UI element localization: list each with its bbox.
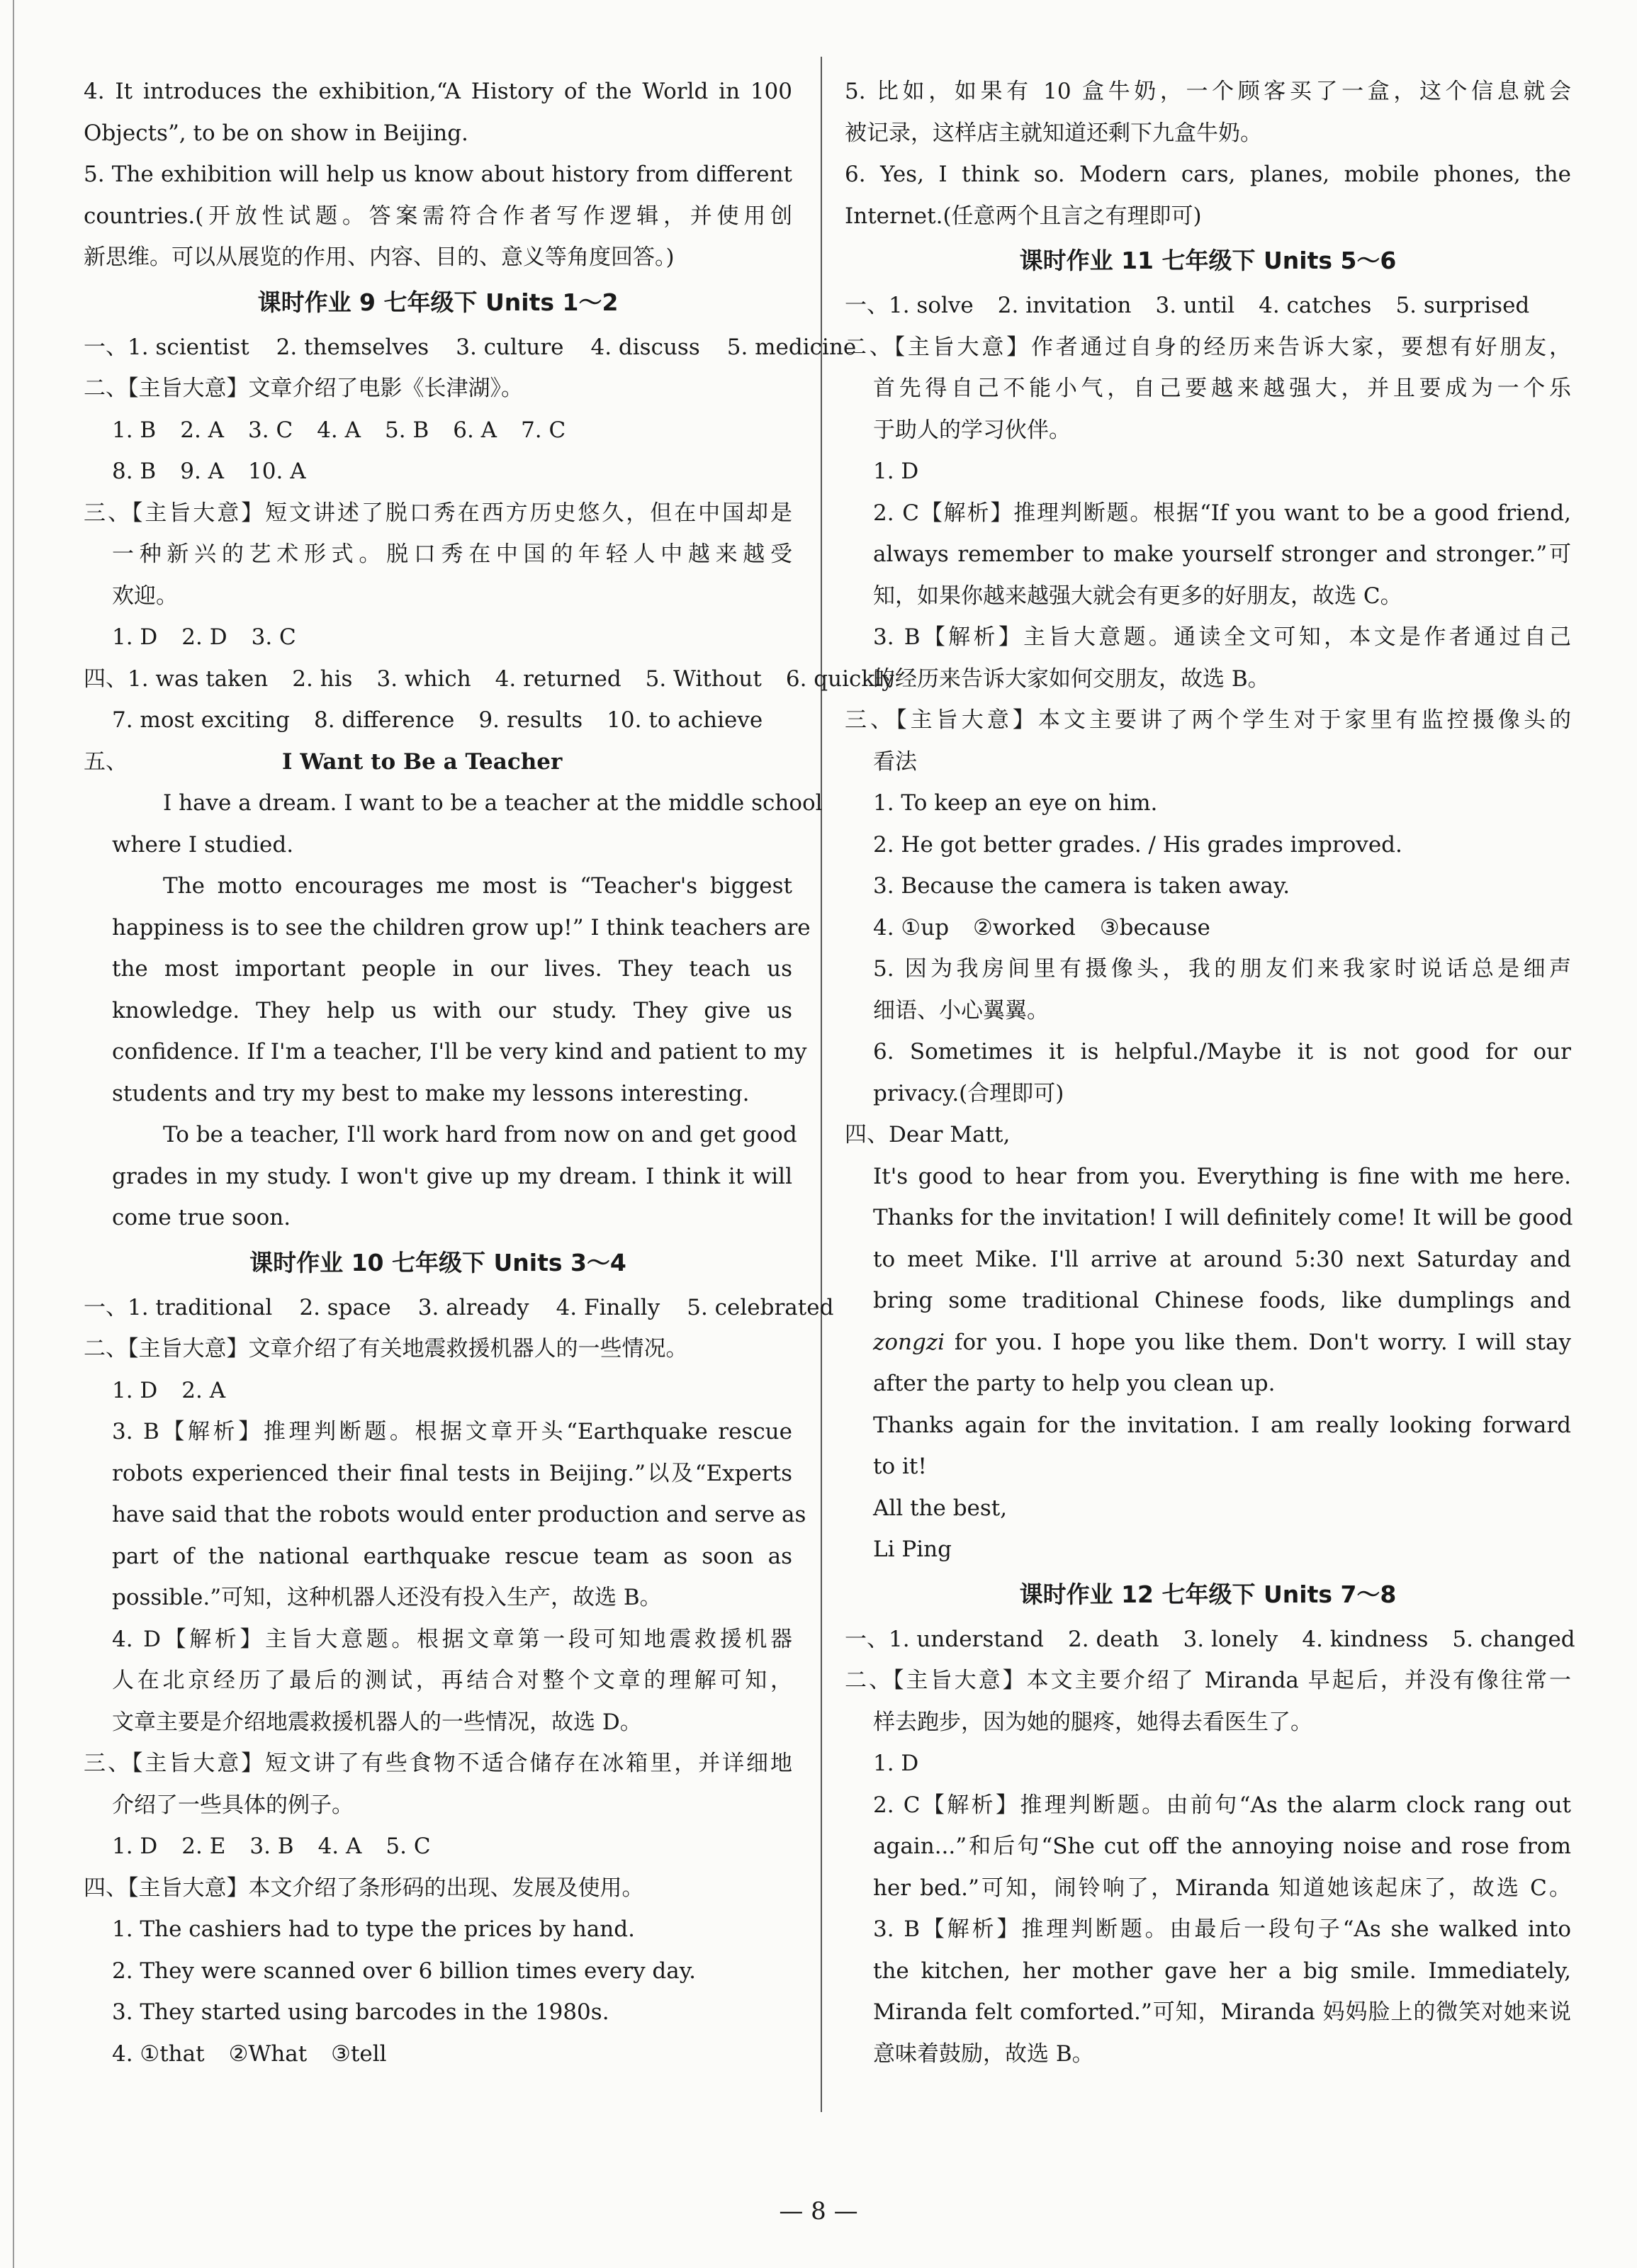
answer-line: 知，如果你越来越强大就会有更多的好朋友，故选 C。: [873, 583, 1402, 609]
binding-margin-line: [13, 0, 14, 2268]
essay-line: confidence. If I'm a teacher, I'll be very kind and patient to my: [112, 1039, 807, 1065]
answer-line: 欢迎。: [112, 583, 178, 609]
answer-line: again...”和后句“She cut off the annoying noise and rose from: [873, 1834, 1571, 1859]
letter-line: It's good to hear from you. Everything is fine with me here.: [873, 1163, 1571, 1189]
answer-row: 7. most exciting 8. difference 9. results 10. to achieve: [112, 707, 763, 733]
answer-line: 意味着鼓励，故选 B。: [873, 2040, 1094, 2067]
answer-line: 2. C【解析】推理判断题。由前句“As the alarm clock rang out: [873, 1792, 1571, 1818]
answer-line: 看法: [873, 748, 917, 775]
answer-row: 1. B 2. A 3. C 4. A 5. B 6. A 7. C: [112, 417, 566, 443]
answer-line: 2. They were scanned over 6 billion times every day.: [112, 1958, 697, 1984]
answer-line: 文章主要是介绍地震救援机器人的一些情况，故选 D。: [112, 1709, 642, 1735]
answer-line: 6. Sometimes it is helpful./Maybe it is not good for our: [873, 1039, 1571, 1065]
answer-line: Objects”, to be on show in Beijing.: [84, 120, 468, 146]
letter-signature: Li Ping: [873, 1537, 952, 1562]
letter-line: to it!: [873, 1454, 927, 1479]
letter-line: to meet Mike. I'll arrive at around 5:30 next Saturday and: [873, 1246, 1571, 1272]
answer-line: privacy.(合理即可): [873, 1080, 1064, 1106]
answer-row: 一、1. understand 2. death 3. lonely 4. kindness 5. changed: [845, 1626, 1575, 1652]
answer-line: 4. D【解析】主旨大意题。根据文章第一段可知地震救援机器: [112, 1626, 792, 1652]
answer-line: robots experienced their final tests in Beijing.”以及“Experts: [112, 1460, 792, 1486]
answer-line: 6. Yes, I think so. Modern cars, planes, mobile phones, the: [845, 162, 1571, 187]
answer-line: 介绍了一些具体的例子。: [112, 1792, 354, 1818]
answer-line: 1. D: [873, 459, 919, 484]
answer-line: 5. 因为我房间里有摄像头，我的朋友们来我家时说话总是细声: [873, 956, 1571, 982]
answer-line: 5. The exhibition will help us know about history from different: [84, 162, 792, 187]
letter-greeting-row: 四、Dear Matt,: [845, 1122, 1011, 1147]
answer-line: 样去跑步，因为她的腿疼，她得去看医生了。: [873, 1709, 1312, 1735]
answer-line: 三、【主旨大意】短文讲述了脱口秀在西方历史悠久，但在中国却是: [84, 500, 792, 526]
answer-line: her bed.”可知，闹铃响了，Miranda 知道她该起床了，故选 C。: [873, 1875, 1571, 1901]
answer-line: 首先得自己不能小气，自己要越来越强大，并且要成为一个乐: [873, 376, 1571, 401]
letter-line: Thanks for the invitation! I will definitely come! It will be good: [873, 1205, 1573, 1230]
letter-line: bring some traditional Chinese foods, like dumplings and: [873, 1288, 1571, 1313]
answer-row: 四、1. was taken 2. his 3. which 4. returned 5. Without 6. quickly: [84, 666, 894, 692]
letter-closing: All the best,: [873, 1495, 1008, 1521]
answer-line: Internet.(任意两个且言之有理即可): [845, 203, 1202, 229]
essay-title: I Want to Be a Teacher: [282, 748, 563, 775]
answer-row: 4. ①that ②What ③tell: [112, 2040, 387, 2067]
section-title: 课时作业 11 七年级下 Units 5～6: [1019, 247, 1397, 274]
answer-line: the kitchen, her mother gave her a big smile. Immediately,: [873, 1958, 1571, 1984]
answer-row: 1. D 2. E 3. B 4. A 5. C: [112, 1834, 431, 1859]
answer-line: 新思维。可以从展览的作用、内容、目的、意义等角度回答。): [84, 245, 675, 270]
essay-line: happiness is to see the children grow up!” I think teachers are: [112, 914, 811, 941]
right-column: [845, 71, 1575, 2075]
answer-line: 四、【主旨大意】本文介绍了条形码的出现、发展及使用。: [84, 1875, 644, 1901]
essay-line: come true soon.: [112, 1205, 291, 1230]
answer-line: 的经历来告诉大家如何交朋友，故选 B。: [873, 666, 1270, 692]
answer-row: 8. B 9. A 10. A: [112, 459, 306, 484]
answer-line: 4. It introduces the exhibition,“A History of the World in 100: [84, 79, 792, 104]
answer-line: countries.(开放性试题。答案需符合作者写作逻辑，并使用创: [84, 203, 792, 229]
answer-line: 2. He got better grades. / His grades improved.: [873, 831, 1402, 858]
letter-line: Thanks again for the invitation. I am really looking forward: [873, 1412, 1571, 1438]
answer-line: 二、【主旨大意】本文主要介绍了 Miranda 早起后，并没有像往常一: [845, 1668, 1571, 1693]
answer-row: 1. D 2. D 3. C: [112, 624, 296, 650]
essay-line: students and try my best to make my lessons interesting.: [112, 1080, 750, 1106]
answer-line: part of the national earthquake rescue team as soon as: [112, 1543, 792, 1569]
essay-line: grades in my study. I won't give up my dream. I think it will: [112, 1163, 792, 1189]
essay-line: To be a teacher, I'll work hard from now on and get good: [163, 1122, 797, 1147]
answer-line: 1. The cashiers had to type the prices by hand.: [112, 1916, 635, 1942]
essay-heading-row: 五、 I Want to Be a Teacher: [84, 748, 563, 775]
answer-line: 1. To keep an eye on him.: [873, 790, 1158, 816]
answer-line: Miranda felt comforted.”可知，Miranda 妈妈脸上的微笑对她来说: [873, 1999, 1571, 2025]
answer-line: 细语、小心翼翼。: [873, 997, 1049, 1023]
answer-row: 4. ①up ②worked ③because: [873, 914, 1210, 941]
section-title: 课时作业 10 七年级下 Units 3～4: [249, 1248, 626, 1276]
letter-line: after the party to help you clean up.: [873, 1371, 1276, 1396]
essay-line: where I studied.: [112, 831, 294, 858]
answer-row: 一、1. traditional 2. space 3. already 4. Finally 5. celebrated: [84, 1294, 834, 1320]
answer-line: 于助人的学习伙伴。: [873, 417, 1071, 443]
essay-line: I have a dream. I want to be a teacher at the middle school: [163, 790, 823, 816]
answer-line: possible.”可知，这种机器人还没有投入生产，故选 B。: [112, 1585, 662, 1610]
letter-line: zongzi for you. I hope you like them. Don't worry. I will stay: [873, 1329, 1571, 1355]
answer-line: 一种新兴的艺术形式。脱口秀在中国的年轻人中越来越受: [112, 541, 792, 567]
page-number: — 8 —: [779, 2197, 858, 2225]
answer-line: 3. B【解析】推理判断题。由最后一段句子“As she walked into: [873, 1916, 1571, 1942]
essay-line: knowledge. They help us with our study. They give us: [112, 997, 792, 1023]
section-title: 课时作业 9 七年级下 Units 1～2: [257, 288, 619, 316]
answer-line: 二、【主旨大意】文章介绍了电影《长津湖》。: [84, 376, 523, 401]
left-column: [84, 71, 894, 2075]
answer-line: 被记录，这样店主就知道还剩下九盒牛奶。: [845, 120, 1262, 146]
section-title: 课时作业 12 七年级下 Units 7～8: [1019, 1580, 1397, 1608]
answer-line: 三、【主旨大意】短文讲了有些食物不适合储存在冰箱里，并详细地: [84, 1751, 792, 1776]
answer-line: 3. B【解析】推理判断题。根据文章开头“Earthquake rescue: [112, 1419, 792, 1444]
answer-line: 5. 比如，如果有 10 盒牛奶，一个顾客买了一盒，这个信息就会: [845, 79, 1571, 104]
answer-line: 3. They started using barcodes in the 1980s.: [112, 1999, 609, 2025]
essay-line: the most important people in our lives. They teach us: [112, 956, 792, 982]
answer-line: always remember to make yourself stronger and stronger.”可: [873, 541, 1571, 567]
answer-line: 3. B【解析】主旨大意题。通读全文可知，本文是作者通过自己: [873, 624, 1571, 650]
letter-greeting: Dear Matt,: [889, 1122, 1011, 1147]
answer-row: 1. D 2. A: [112, 1377, 226, 1403]
answer-line: have said that the robots would enter production and serve as: [112, 1502, 806, 1527]
essay-line: The motto encourages me most is “Teacher's biggest: [163, 873, 792, 899]
answer-line: 二、【主旨大意】文章介绍了有关地震救援机器人的一些情况。: [84, 1336, 688, 1362]
answer-row: 一、1. scientist 2. themselves 3. culture 4. discuss 5. medicine: [84, 334, 857, 360]
answer-line: 三、【主旨大意】本文主要讲了两个学生对于家里有监控摄像头的: [845, 707, 1571, 733]
answer-line: 2. C【解析】推理判断题。根据“If you want to be a good friend,: [873, 500, 1571, 526]
answer-row: 一、1. solve 2. invitation 3. until 4. catches 5. surprised: [845, 293, 1530, 318]
answer-line: 3. Because the camera is taken away.: [873, 873, 1290, 899]
answer-line: 1. D: [873, 1751, 919, 1776]
answer-line: 二、【主旨大意】作者通过自身的经历来告诉大家，要想有好朋友，: [845, 334, 1571, 360]
answer-line: 人在北京经历了最后的测试，再结合对整个文章的理解可知，: [112, 1668, 792, 1693]
